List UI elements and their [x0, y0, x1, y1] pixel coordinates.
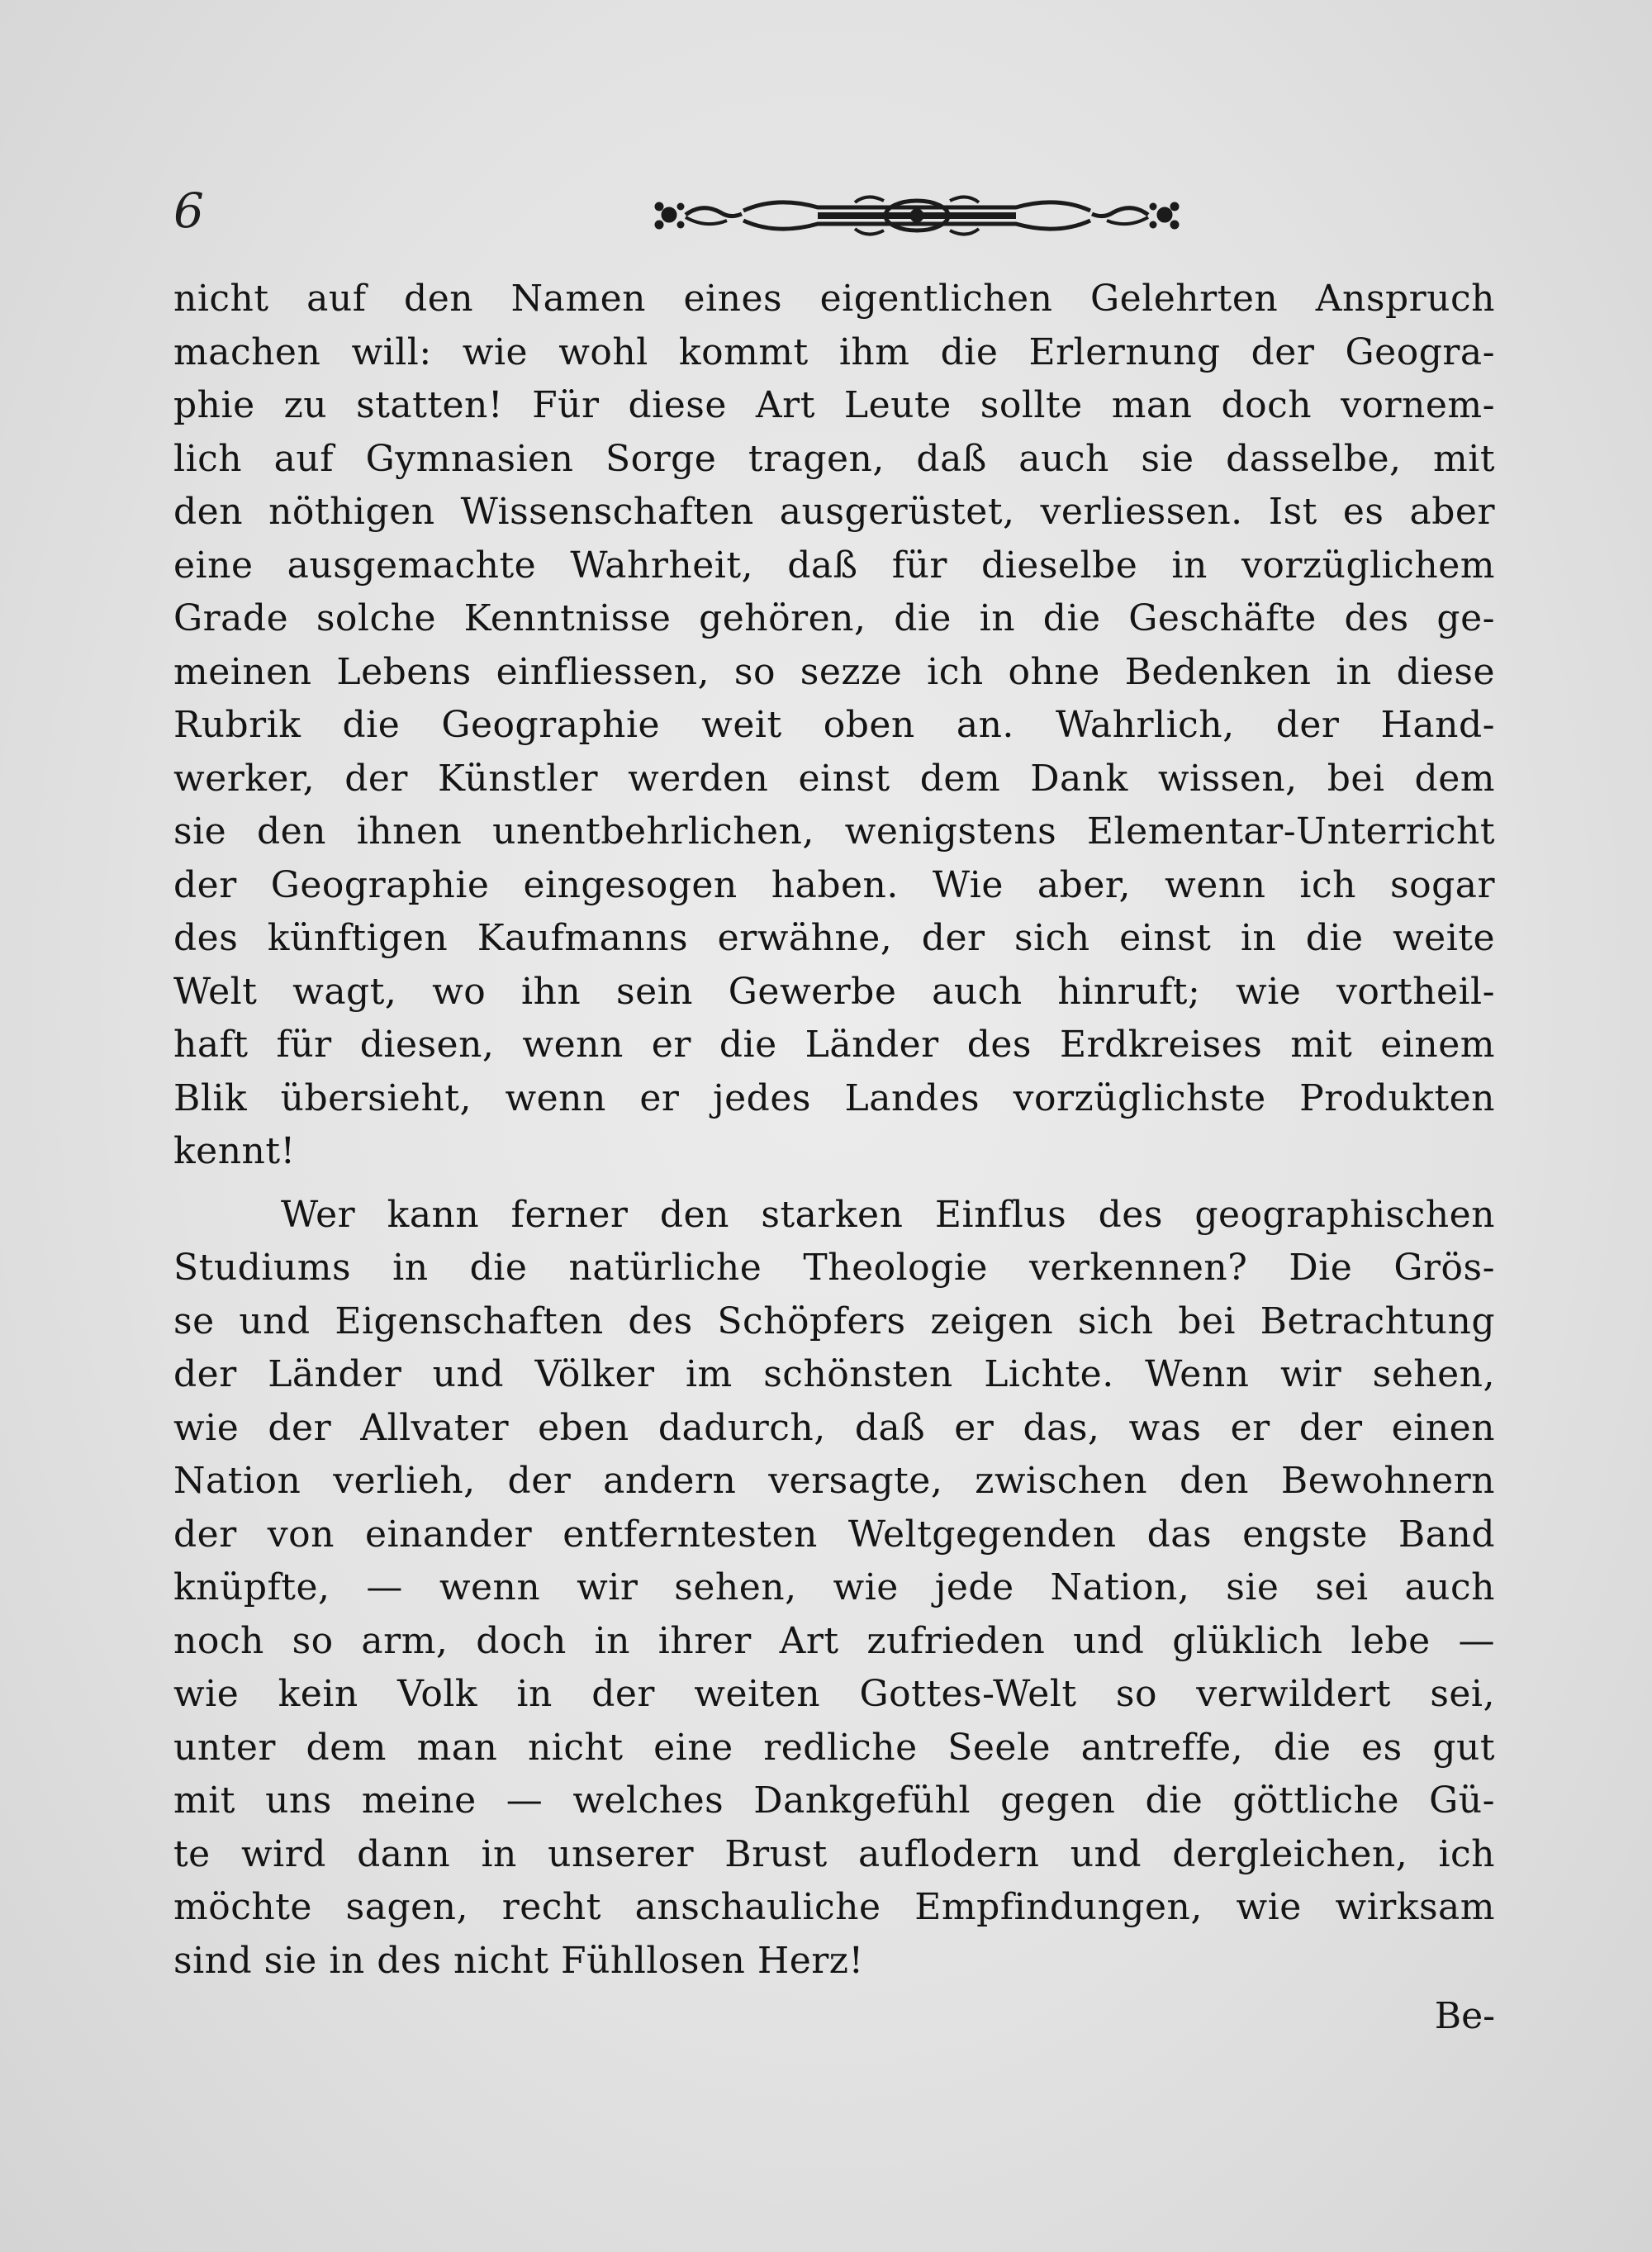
- body-text: [173, 273, 1495, 1988]
- paragraph-spacer: [173, 1179, 1495, 1189]
- page-number: 6: [173, 183, 204, 239]
- text-line: den nöthigen Wissenschaften ausgerüstet, verliessen. Ist es aber: [173, 491, 1495, 533]
- text-line: te wird dann in unserer Brust auflodern und dergleichen, ich: [173, 1832, 1495, 1875]
- text-line: wie der Allvater eben dadurch, daß er das, was er der einen: [173, 1406, 1495, 1449]
- text-line: sie den ihnen unentbehrlichen, wenigstens Elementar-Unterricht: [173, 810, 1495, 853]
- text-line: der Länder und Völker im schönsten Lichte. Wenn wir sehen,: [173, 1353, 1495, 1395]
- text-line: Studiums in die natürliche Theologie verkennen? Die Grös-: [173, 1247, 1495, 1289]
- text-line: Blik übersieht, wenn er jedes Landes vorzüglichste Produkten: [173, 1076, 1495, 1119]
- text-line: noch so arm, doch in ihrer Art zufrieden und glüklich lebe —: [173, 1619, 1495, 1662]
- text-line: eine ausgemachte Wahrheit, daß für dieselbe in vorzüglichem: [173, 544, 1495, 587]
- text-line: des künftigen Kaufmanns erwähne, der sich einst in die weite: [173, 917, 1495, 959]
- text-line: mit uns meine — welches Dankgefühl gegen die göttliche Gü-: [173, 1779, 1495, 1822]
- text-line: werker, der Künstler werden einst dem Dank wissen, bei dem: [173, 757, 1495, 800]
- text-line: phie zu statten! Für diese Art Leute sollte man doch vornem-: [173, 384, 1495, 426]
- catchword: Be-: [1434, 1995, 1495, 2037]
- text-line: haft für diesen, wenn er die Länder des Erdkreises mit einem: [173, 1024, 1495, 1066]
- text-line: lich auf Gymnasien Sorge tragen, daß auch sie dasselbe, mit: [173, 437, 1495, 480]
- text-line: Wer kann ferner den starken Einflus des geographischen: [281, 1193, 1495, 1236]
- text-line: se und Eigenschaften des Schöpfers zeigen sich bei Betrachtung: [173, 1299, 1495, 1342]
- text-line: machen will: wie wohl kommt ihm die Erlernung der Geogra-: [173, 330, 1495, 373]
- text-line: Nation verlieh, der andern versagte, zwischen den Bewohnern: [173, 1460, 1495, 1502]
- text-line: unter dem man nicht eine redliche Seele antreffe, die es gut: [173, 1726, 1495, 1769]
- text-line: Rubrik die Geographie weit oben an. Wahrlich, der Hand-: [173, 704, 1495, 746]
- text-line: der Geographie eingesogen haben. Wie aber, wenn ich sogar: [173, 863, 1495, 906]
- fleuron-ornament-icon: [644, 178, 1189, 252]
- text-line: sind sie in des nicht Fühllosen Herz!: [173, 1939, 864, 1982]
- text-line: Welt wagt, wo ihn sein Gewerbe auch hinruft; wie vortheil-: [173, 970, 1495, 1013]
- paragraph-1: [173, 273, 1495, 1179]
- text-line: knüpfte, — wenn wir sehen, wie jede Nation, sie sei auch: [173, 1566, 1495, 1608]
- text-line: meinen Lebens einfliessen, so sezze ich ohne Bedenken in diese: [173, 650, 1495, 693]
- text-line: nicht auf den Namen eines eigentlichen Gelehrten Anspruch: [173, 278, 1495, 320]
- text-line: Grade solche Kenntnisse gehören, die in die Geschäfte des ge-: [173, 597, 1495, 639]
- text-line: möchte sagen, recht anschauliche Empfindungen, wie wirksam: [173, 1886, 1495, 1928]
- text-line: wie kein Volk in der weiten Gottes-Welt so verwildert sei,: [173, 1673, 1495, 1715]
- text-line: der von einander entferntesten Weltgegenden das engste Band: [173, 1513, 1495, 1556]
- paragraph-2: [173, 1189, 1495, 1988]
- page-header: [165, 178, 1503, 252]
- text-line: kennt!: [173, 1130, 296, 1172]
